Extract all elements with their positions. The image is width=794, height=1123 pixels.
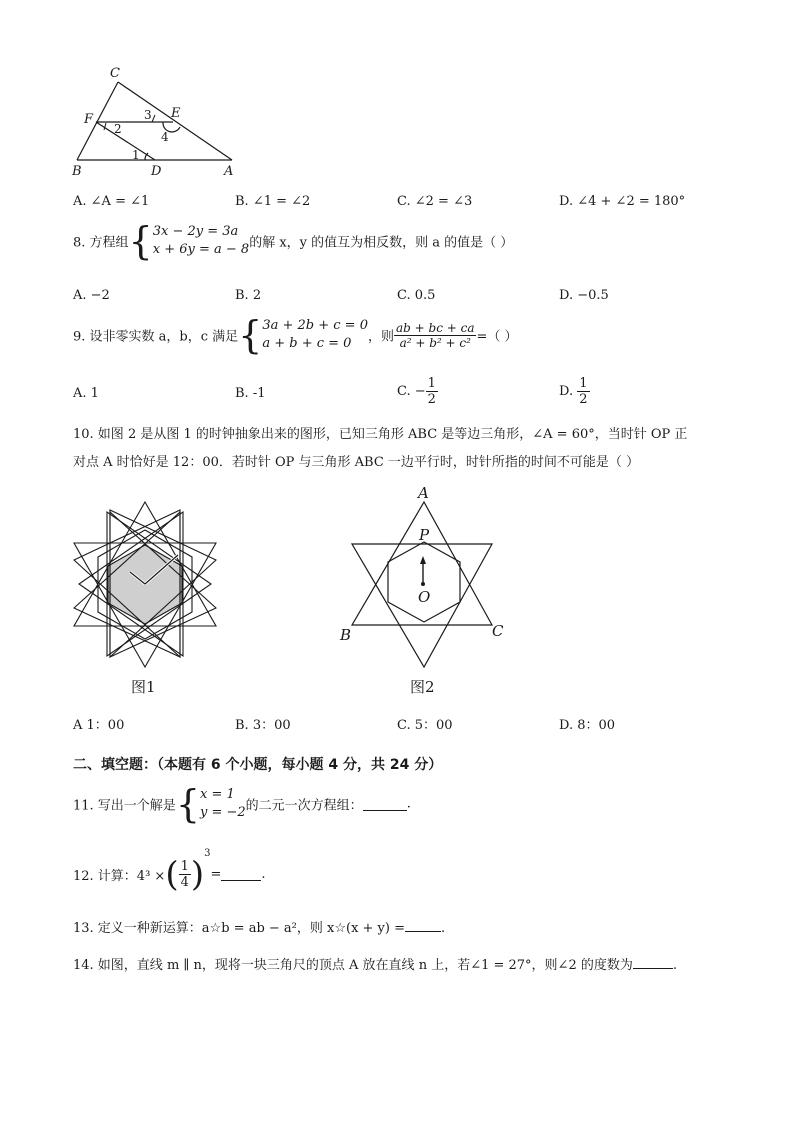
clock-figure-1 [70,500,220,670]
label-angle-2: 2 [114,122,122,136]
fig2-label-a: A [418,484,429,502]
q11-eq2: y = −2 [200,805,246,820]
q7-option-b: B. ∠1 = ∠2 [235,194,311,209]
q10-option-a: A 1：00 [73,718,125,733]
q14-answer-blank[interactable] [633,956,673,969]
fig2-caption: 图2 [410,678,435,696]
fig2-label-c: C [492,622,504,640]
fig2-label-o: O [418,588,431,606]
q11-prefix: 11. 写出一个解是 [73,798,176,814]
tick-3 [152,115,155,122]
q12-fraction [179,859,191,890]
q11-eq1: x = 1 [200,787,235,802]
q8-prefix: 8. 方程组 [73,235,129,251]
q9-option-a: A. 1 [73,386,99,401]
q9-option-c-frac [426,376,438,407]
q9-option-c-sign: C. − [397,384,426,399]
q9-option-d-num: 1 [579,376,588,391]
q9-brace: { [238,313,263,357]
label-E: E [171,106,181,121]
q9-option-c-den: 2 [427,392,436,407]
q7-option-a: A. ∠A = ∠1 [73,194,150,209]
q14-stem [73,954,677,973]
fig1-caption: 图1 [131,678,156,696]
q12-end: . [261,867,266,882]
q9-option-c-num: 1 [427,376,436,391]
q12-power: 3 [204,848,211,859]
q13-end: . [441,921,446,936]
q14-text: 14. 如图，直线 m ∥ n，现将一块三角尺的顶点 A 放在直线 n 上，若∠1 = 27°，则∠2 的度数为 [73,958,633,973]
q13-stem [73,917,445,936]
q10-option-d: D. 8：00 [559,718,616,733]
fig2-hand-arrow [420,556,426,564]
q9-option-c [397,376,438,407]
fig2-label-b: B [340,626,352,644]
label-D: D [151,164,162,179]
q12-num: 1 [180,859,189,874]
q8-system [153,223,249,259]
q8-option-b: B. 2 [235,288,262,303]
q10-option-b: B. 3：00 [235,718,291,733]
q13-text: 13. 定义一种新运算：a☆b = ab − a²，则 x☆(x + y) = [73,921,406,936]
q9-option-d-den: 2 [579,392,588,407]
q14-end: . [672,958,677,973]
q9-suffix: =（ ） [476,329,518,345]
q10-line1: 10. 如图 2 是从图 1 的时钟抽象出来的图形，已知三角形 ABC 是等边三角形，∠A = 60°，当时针 OP 正 [73,427,688,442]
q9-option-b: B. -1 [235,386,266,401]
q11-stem [73,782,411,826]
q13-answer-blank[interactable] [405,919,441,932]
q12-den: 4 [180,875,189,890]
section-2-heading: 二、填空题：（本题有 6 个小题，每小题 4 分，共 24 分） [73,757,443,773]
fig2-hexagon [388,542,460,622]
q10-option-c: C. 5：00 [397,718,453,733]
q12-answer-blank[interactable] [221,868,261,881]
q8-option-d: D. −0.5 [559,288,609,303]
q10-line2: 对点 A 时恰好是 12：00．若时针 OP 与三角形 ABC 一边平行时，时针所指的时间不可能是（ ） [73,455,640,470]
q8-option-a: A. −2 [73,288,110,303]
q9-denominator: a² + b² + c² [399,335,471,350]
q9-fraction [394,321,476,350]
label-angle-3: 3 [144,108,152,122]
q8-brace: { [128,219,153,263]
q8-suffix: 的解 x，y 的值互为相反数，则 a 的值是（ ） [249,235,514,251]
label-F: F [84,112,94,127]
q9-stem [73,313,518,357]
q12-prefix: 12. 计算：4³ × [73,869,166,884]
q12-equals: = [210,867,222,882]
q7-option-c: C. ∠2 = ∠3 [397,194,473,209]
fig2-label-p: P [419,526,430,544]
q11-system [200,786,246,822]
label-B: B [72,164,82,179]
q9-option-d-frac [577,376,589,407]
q9-system [262,317,368,353]
q8-eq1: 3x − 2y = 3a [152,224,239,239]
label-A: A [224,164,234,179]
q9-eq2: a + b + c = 0 [262,336,352,351]
q9-numerator: ab + bc + ca [396,320,475,335]
q8-stem [73,219,514,263]
q9-option-d-label: D. [559,384,574,399]
q7-option-d: D. ∠4 + ∠2 = 180° [559,194,686,209]
q11-answer-blank[interactable] [363,798,407,811]
q12-stem [73,848,266,895]
q12-paren-close: ) [190,854,205,895]
label-angle-1: 1 [132,148,140,162]
q9-option-d [559,376,590,407]
q9-prefix: 9. 设非零实数 a，b，c 满足 [73,329,239,345]
label-C: C [110,66,120,81]
q8-eq2: x + 6y = a − 8 [152,242,250,257]
q11-suffix: 的二元一次方程组： [245,798,363,814]
fig2-center-dot [421,582,425,586]
q8-option-c: C. 0.5 [397,288,436,303]
label-angle-4: 4 [161,130,169,144]
q12-paren-open: ( [165,854,179,895]
clock-figure-2 [330,480,520,670]
q9-eq1: 3a + 2b + c = 0 [262,318,368,333]
q11-end: . [406,796,411,812]
triangle-figure [60,60,250,185]
q11-brace: { [175,782,200,826]
q9-mid: ，则 [367,329,394,345]
